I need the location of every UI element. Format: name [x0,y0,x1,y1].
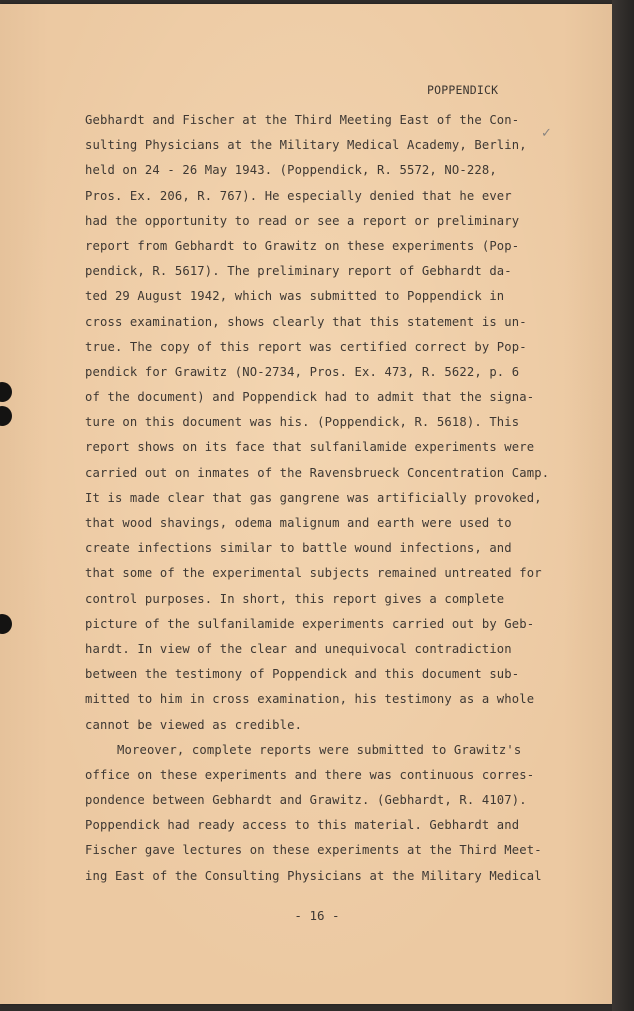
document-page [0,4,612,1004]
text-line: hardt. In view of the clear and unequivocal contradiction [85,641,512,656]
text-line: that wood shavings, odema malignum and earth were used to [85,516,512,530]
punch-hole [0,614,12,634]
text-line: ture on this document was his. (Poppendick, R. 5618). This [85,415,520,430]
text-line: had the opportunity to read or see a report or preliminary [85,213,520,228]
text-line: cannot be viewed as credible. [85,717,303,732]
text-line: Gebhardt and Fischer at the Third Meeting East of the Con- [85,113,520,127]
text-line: carried out on inmates of the Ravensbrueck Concentration Camp. [85,465,550,480]
text-line: Fischer gave lectures on these experiments at the Third Meet- [85,843,542,858]
text-line: It is made clear that gas gangrene was artificially provoked, [85,490,542,505]
text-line: Pros. Ex. 206, R. 767). He especially denied that he ever [85,188,512,203]
text-line: office on these experiments and there was continuous corres- [85,767,535,782]
text-line: picture of the sulfanilamide experiments carried out by Geb- [85,616,535,631]
check-mark-annotation: ✓ [541,126,552,141]
text-line: between the testimony of Poppendick and this document sub- [85,667,520,682]
text-line: that some of the experimental subjects remained untreated for [85,566,542,581]
text-line: Poppendick had ready access to this material. Gebhardt and [85,818,520,833]
body-text [85,108,565,889]
punch-hole [0,382,12,402]
punch-hole [0,406,12,426]
text-line: pendick, R. 5617). The preliminary report of Gebhardt da- [85,264,512,279]
text-line: control purposes. In short, this report gives a complete [85,591,505,606]
text-line: report shows on its face that sulfanilamide experiments were [85,440,535,455]
text-line: report from Gebhardt to Grawitz on these experiments (Pop- [85,238,520,253]
paragraph-first-line: Moreover, complete reports were submitted to Grawitz's [117,742,522,757]
text-line: cross examination, shows clearly that this statement is un- [85,314,527,329]
text-line: of the document) and Poppendick had to admit that the signa- [85,390,535,405]
text-line: pondence between Gebhardt and Grawitz. (Gebhardt, R. 4107). [85,793,527,808]
text-line: sulting Physicians at the Military Medical Academy, Berlin, [85,138,527,153]
text-line: pendick for Grawitz (NO-2734, Pros. Ex. 473, R. 5622, p. 6 [85,364,520,379]
text-line: held on 24 - 26 May 1943. (Poppendick, R. 5572, NO-228, [85,163,497,178]
text-line: true. The copy of this report was certified correct by Pop- [85,339,527,354]
scan-background-edge [612,0,634,1011]
text-line: create infections similar to battle wound infections, and [85,541,512,556]
page-number: - 16 - [294,908,340,923]
text-line: mitted to him in cross examination, his testimony as a whole [85,692,535,707]
running-header: POPPENDICK [427,83,499,97]
text-line: ted 29 August 1942, which was submitted to Poppendick in [85,289,505,304]
text-line: ing East of the Consulting Physicians at the Military Medical [85,868,542,883]
